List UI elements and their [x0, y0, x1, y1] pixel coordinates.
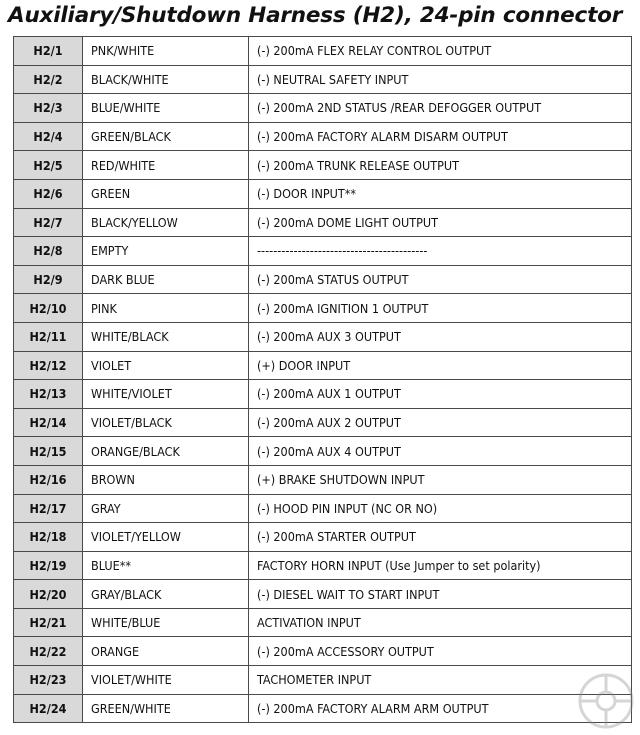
wire-color-cell: VIOLET/YELLOW — [83, 523, 249, 552]
table-row — [14, 237, 632, 266]
wire-color-cell: WHITE/VIOLET — [83, 380, 249, 409]
table-row — [14, 322, 632, 351]
pin-cell: H2/6 — [14, 179, 83, 208]
pin-cell: H2/7 — [14, 208, 83, 237]
wheel-logo-icon — [576, 671, 636, 731]
wire-color-cell: EMPTY — [83, 237, 249, 266]
pin-cell: H2/20 — [14, 580, 83, 609]
wire-color-cell: VIOLET/WHITE — [83, 666, 249, 695]
table-row — [14, 494, 632, 523]
pin-cell: H2/21 — [14, 608, 83, 637]
wire-color-cell: BLACK/YELLOW — [83, 208, 249, 237]
pin-cell: H2/17 — [14, 494, 83, 523]
function-cell: (-) 200mA TRUNK RELEASE OUTPUT — [249, 151, 632, 180]
pin-cell: H2/14 — [14, 408, 83, 437]
function-cell: ACTIVATION INPUT — [249, 608, 632, 637]
function-cell: (-) 200mA FLEX RELAY CONTROL OUTPUT — [249, 37, 632, 66]
wire-color-cell: VIOLET — [83, 351, 249, 380]
pin-cell: H2/2 — [14, 65, 83, 94]
table-row — [14, 408, 632, 437]
function-cell: (-) 200mA 2ND STATUS /REAR DEFOGGER OUTPUT — [249, 94, 632, 123]
function-cell: (-) 200mA STATUS OUTPUT — [249, 265, 632, 294]
pin-cell: H2/10 — [14, 294, 83, 323]
wire-color-cell: VIOLET/BLACK — [83, 408, 249, 437]
table-row — [14, 437, 632, 466]
pin-cell: H2/18 — [14, 523, 83, 552]
table-row — [14, 265, 632, 294]
pin-cell: H2/19 — [14, 551, 83, 580]
function-cell: (-) HOOD PIN INPUT (NC OR NO) — [249, 494, 632, 523]
function-cell: (-) DOOR INPUT** — [249, 179, 632, 208]
wire-color-cell: WHITE/BLUE — [83, 608, 249, 637]
wire-color-cell: GRAY — [83, 494, 249, 523]
function-cell: (-) 200mA IGNITION 1 OUTPUT — [249, 294, 632, 323]
pin-cell: H2/13 — [14, 380, 83, 409]
wire-color-cell: GREEN/BLACK — [83, 122, 249, 151]
pin-cell: H2/12 — [14, 351, 83, 380]
wire-color-cell: RED/WHITE — [83, 151, 249, 180]
function-cell: TACHOMETER INPUT — [249, 666, 632, 695]
table-row — [14, 608, 632, 637]
function-cell: (-) 200mA ACCESSORY OUTPUT — [249, 637, 632, 666]
page-title: Auxiliary/Shutdown Harness (H2), 24-pin connector — [8, 3, 623, 28]
function-cell: (-) 200mA FACTORY ALARM DISARM OUTPUT — [249, 122, 632, 151]
table-row — [14, 551, 632, 580]
pin-cell: H2/5 — [14, 151, 83, 180]
wire-color-cell: WHITE/BLACK — [83, 322, 249, 351]
pin-cell: H2/3 — [14, 94, 83, 123]
wire-color-cell: BLUE/WHITE — [83, 94, 249, 123]
pinout-table — [13, 36, 632, 723]
function-cell: (-) 200mA STARTER OUTPUT — [249, 523, 632, 552]
function-cell: (-) 200mA DOME LIGHT OUTPUT — [249, 208, 632, 237]
wire-color-cell: BLACK/WHITE — [83, 65, 249, 94]
pin-cell: H2/1 — [14, 37, 83, 66]
table-row — [14, 380, 632, 409]
table-row — [14, 65, 632, 94]
function-cell: (-) 200mA AUX 1 OUTPUT — [249, 380, 632, 409]
pin-cell: H2/16 — [14, 465, 83, 494]
table-row — [14, 351, 632, 380]
wire-color-cell: BROWN — [83, 465, 249, 494]
wire-color-cell: GREEN — [83, 179, 249, 208]
function-cell: (-) NEUTRAL SAFETY INPUT — [249, 65, 632, 94]
table-row — [14, 208, 632, 237]
table-row — [14, 294, 632, 323]
table-row — [14, 694, 632, 723]
function-cell: (-) 200mA AUX 4 OUTPUT — [249, 437, 632, 466]
wire-color-cell: ORANGE/BLACK — [83, 437, 249, 466]
table-row — [14, 151, 632, 180]
wire-color-cell: DARK BLUE — [83, 265, 249, 294]
table-row — [14, 94, 632, 123]
wire-color-cell: BLUE** — [83, 551, 249, 580]
pin-cell: H2/8 — [14, 237, 83, 266]
table-row — [14, 580, 632, 609]
pin-cell: H2/15 — [14, 437, 83, 466]
table-row — [14, 666, 632, 695]
pinout-table-body — [14, 37, 632, 723]
function-cell: (+) BRAKE SHUTDOWN INPUT — [249, 465, 632, 494]
table-row — [14, 523, 632, 552]
pin-cell: H2/23 — [14, 666, 83, 695]
wire-color-cell: GRAY/BLACK — [83, 580, 249, 609]
pin-cell: H2/11 — [14, 322, 83, 351]
table-row — [14, 179, 632, 208]
function-cell: ------------------------------------------ — [249, 237, 632, 266]
pin-cell: H2/9 — [14, 265, 83, 294]
table-row — [14, 37, 632, 66]
function-cell: (-) 200mA FACTORY ALARM ARM OUTPUT — [249, 694, 632, 723]
table-row — [14, 637, 632, 666]
function-cell: (-) 200mA AUX 3 OUTPUT — [249, 322, 632, 351]
wire-color-cell: PINK — [83, 294, 249, 323]
wire-color-cell: ORANGE — [83, 637, 249, 666]
function-cell: (+) DOOR INPUT — [249, 351, 632, 380]
table-row — [14, 465, 632, 494]
pin-cell: H2/4 — [14, 122, 83, 151]
table-row — [14, 122, 632, 151]
pin-cell: H2/22 — [14, 637, 83, 666]
function-cell: (-) 200mA AUX 2 OUTPUT — [249, 408, 632, 437]
pin-cell: H2/24 — [14, 694, 83, 723]
wire-color-cell: PNK/WHITE — [83, 37, 249, 66]
function-cell: (-) DIESEL WAIT TO START INPUT — [249, 580, 632, 609]
wire-color-cell: GREEN/WHITE — [83, 694, 249, 723]
function-cell: FACTORY HORN INPUT (Use Jumper to set polarity) — [249, 551, 632, 580]
